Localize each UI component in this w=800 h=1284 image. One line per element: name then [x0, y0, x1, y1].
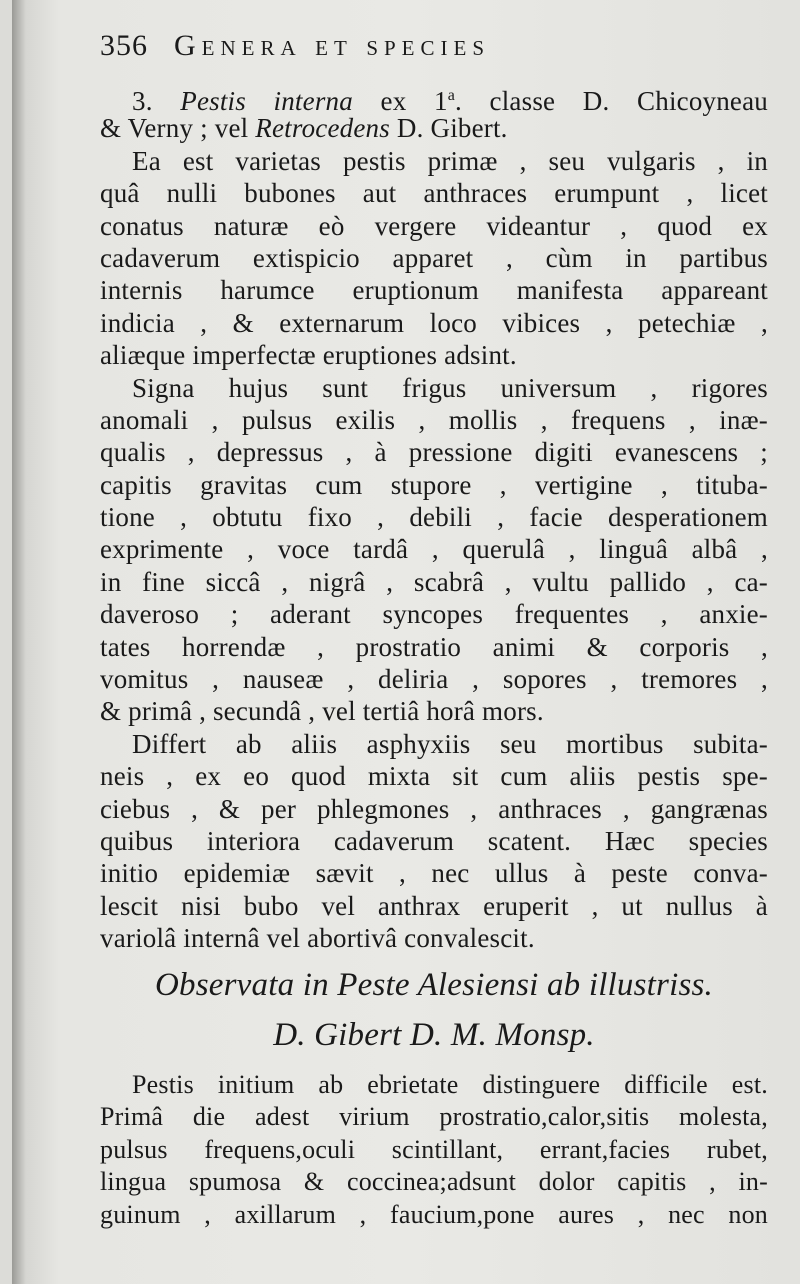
page-number: 356 [100, 29, 148, 62]
text-line: Signa hujus sunt frigus universum , rigores [132, 372, 768, 403]
text-line: tates horrendæ , prostratio animi & corporis , [100, 631, 768, 662]
text-line: indicia , & externarum loco vibices , petechiæ , [100, 307, 768, 338]
paragraph-4 [100, 1069, 768, 1232]
text-line: cadaverum extispicio apparet , cùm in partibus [100, 242, 768, 273]
page-gutter-shadow [12, 0, 26, 1284]
page-text [100, 30, 768, 1232]
text-line: lingua spumosa & coccinea;adsunt dolor capitis , in- [100, 1167, 768, 1197]
section-title-line-2 [100, 112, 768, 144]
text-line: in fine siccâ , nigrâ , scabrâ , vultu pallido , ca- [100, 566, 768, 597]
text-line: aliæque imperfectæ eruptiones adsint. [100, 340, 517, 371]
text-line: neis , ex eo quod mixta sit cum aliis pestis spe- [100, 761, 768, 792]
text-line: exprimente , voce tardâ , querulâ , linguâ albâ , [100, 534, 768, 565]
text-line: quâ nulli bubones aut anthraces erumpunt , licet [100, 178, 768, 209]
text-line: Pestis initium ab ebrietate distinguere difficile est. [132, 1069, 768, 1099]
section-title-text: & Verny ; vel [100, 113, 256, 144]
section-title-line-1 [100, 80, 769, 116]
text-line: internis harumce eruptionum manifesta appareant [100, 275, 768, 306]
text-line: Primâ die adest virium prostratio,calor,sitis molesta, [100, 1102, 768, 1132]
text-line: & primâ , secundâ , vel tertiâ horâ mors. [100, 696, 544, 727]
section-title-text: D. Gibert. [389, 113, 508, 144]
running-header [100, 30, 768, 80]
text-line: quibus interiora cadaverum scatent. Hæc species [100, 825, 768, 856]
text-line: capitis gravitas cum stupore , vertigine , tituba- [100, 469, 768, 500]
section-number: 3. [132, 86, 153, 116]
paragraph-3 [100, 728, 768, 955]
text-line: daveroso ; aderant syncopes frequentes , anxie- [100, 599, 768, 630]
paragraph-2 [100, 372, 768, 728]
running-title: Genera et species [174, 29, 491, 62]
section-title-italic: Retrocedens [255, 113, 390, 144]
text-line: lescit nisi bubo vel anthrax eruperit , ut nullus à [100, 890, 768, 921]
text-line: anomali , pulsus exilis , mollis , frequens , inæ- [100, 404, 768, 435]
section-title-text: ex 1 [352, 86, 448, 116]
text-line: initio epidemiæ sævit , nec ullus à peste conva- [100, 858, 768, 889]
text-line: conatus naturæ eò vergere videantur , quod ex [100, 210, 768, 241]
section-superscript: a [447, 87, 456, 104]
text-line: tione , obtutu fixo , debili , facie desperationem [100, 502, 768, 533]
text-line: vomitus , nauseæ , deliria , sopores , tremores , [100, 664, 768, 695]
observation-heading-line-1: Observata in Peste Alesiensi ab illustriss. [155, 966, 713, 1003]
text-line: qualis , depressus , à pressione digiti evanescens ; [100, 437, 768, 468]
book-page [12, 0, 800, 1284]
text-line: ciebus , & per phlegmones , anthraces , gangrænas [100, 793, 768, 824]
section-title-text: . classe D. Chicoyneau [455, 86, 769, 116]
paragraph-1 [100, 145, 768, 372]
section-name: Pestis interna [180, 86, 353, 116]
observation-heading-line-2: D. Gibert D. M. Monsp. [273, 1016, 595, 1053]
text-line: Differt ab aliis asphyxiis seu mortibus subita- [132, 728, 768, 759]
text-line: pulsus frequens,oculi scintillant, errant,facies rubet, [100, 1134, 768, 1164]
text-line: variolâ internâ vel abortivâ convalescit. [100, 923, 535, 954]
text-line: Ea est varietas pestis primæ , seu vulgaris , in [132, 145, 768, 176]
text-line: guinum , axillarum , faucium,pone aures , nec non [100, 1199, 768, 1229]
